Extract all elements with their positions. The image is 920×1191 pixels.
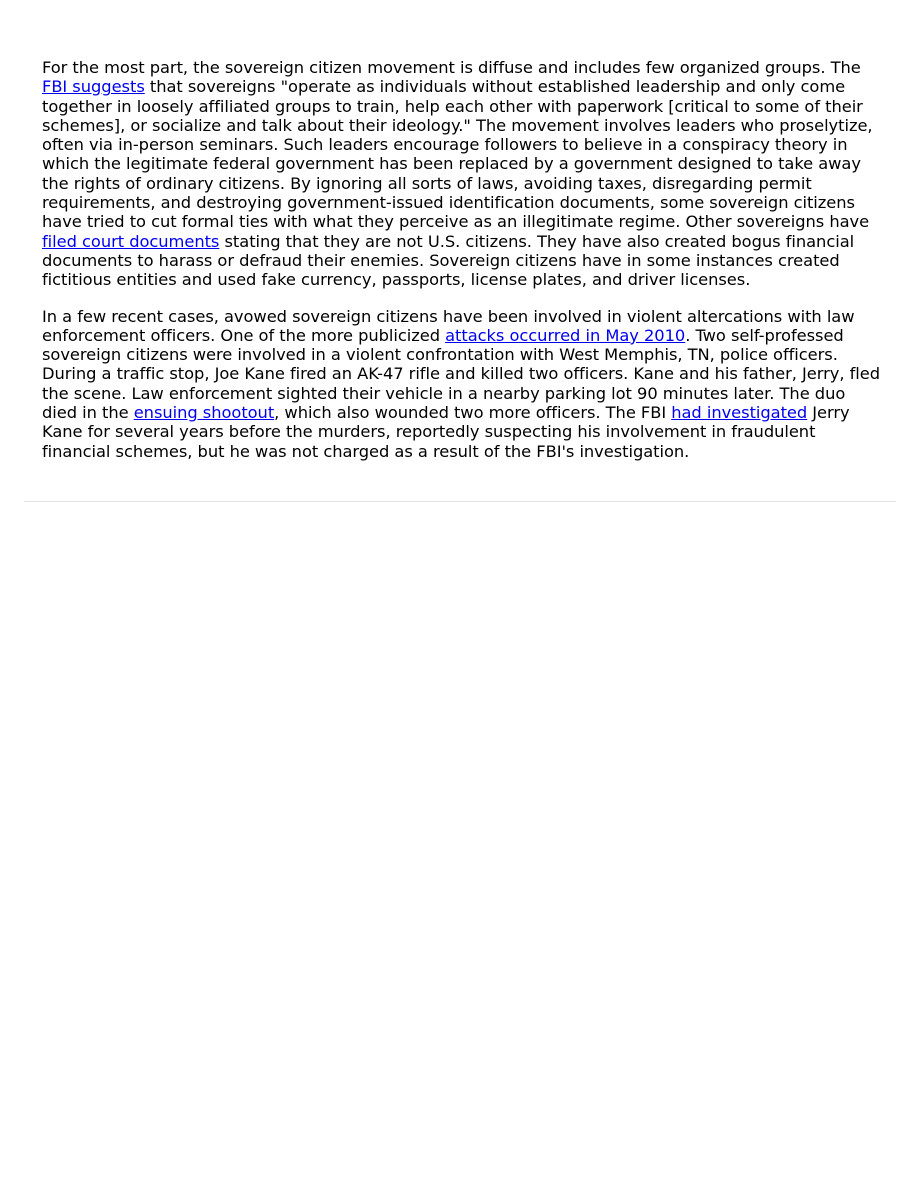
- text-span: . Two self-professed sovereign citizens were involved in a violent confrontation with West Memphis, TN, police officers. During a traffic stop, Joe Kane fired an AK-47 rifle and killed two officers. Kane and his father, Jerry, fled the scene. Law enforcement sighted their vehicle in a nearby parking lot 90 minutes later. The duo died in the: [42, 325, 880, 423]
- text-span: In a few recent cases, avowed sovereign citizens have been involved in violent altercations with law enforcement officers. One of the more publicized: [42, 306, 855, 345]
- text-span: For the most part, the sovereign citizen movement is diffuse and includes few organized groups. The: [42, 58, 861, 77]
- article-body: [42, 58, 880, 478]
- horizontal-divider: [24, 501, 896, 502]
- text-span: , which also wounded two more officers. The FBI: [274, 403, 672, 423]
- filed-court-documents-link[interactable]: filed court documents: [42, 231, 220, 251]
- text-span: that sovereigns "operate as individuals without established leadership and only come together in loosely affiliated groups to train, help each other with paperwork [critical to some of their schemes], or socialize and talk about their ideology." The movement involves leaders who proselytize, often via in-person seminars. Such leaders encourage followers to believe in a conspiracy theory in which the legitimate federal government has been replaced by a government designed to take away the rights of ordinary citizens. By ignoring all sorts of laws, avoiding taxes, disregarding permit requirements, and destroying government-issued identification documents, some sovereign citizens have tried to cut formal ties with what they perceive as an illegitimate regime. Other sovereigns have: [42, 77, 873, 232]
- text-span: Jerry Kane for several years before the murders, reportedly suspecting his involvement in fraudulent financial schemes, but he was not charged as a result of the FBI's investigation.: [42, 403, 850, 461]
- attacks-occurred-link[interactable]: attacks occurred in May 2010: [445, 325, 686, 345]
- text-span: stating that they are not U.S. citizens. They have also created bogus financial documents to harass or defraud their enemies. Sovereign citizens have in some instances created fictitious entities and used fake currency, passports, license plates, and driver licenses.: [42, 231, 855, 290]
- fbi-suggests-link[interactable]: FBI suggests: [42, 77, 145, 97]
- had-investigated-link[interactable]: had investigated: [671, 403, 808, 423]
- paragraph-2: [42, 307, 880, 461]
- paragraph-1: [42, 58, 880, 290]
- ensuing-shootout-link[interactable]: ensuing shootout: [133, 403, 275, 423]
